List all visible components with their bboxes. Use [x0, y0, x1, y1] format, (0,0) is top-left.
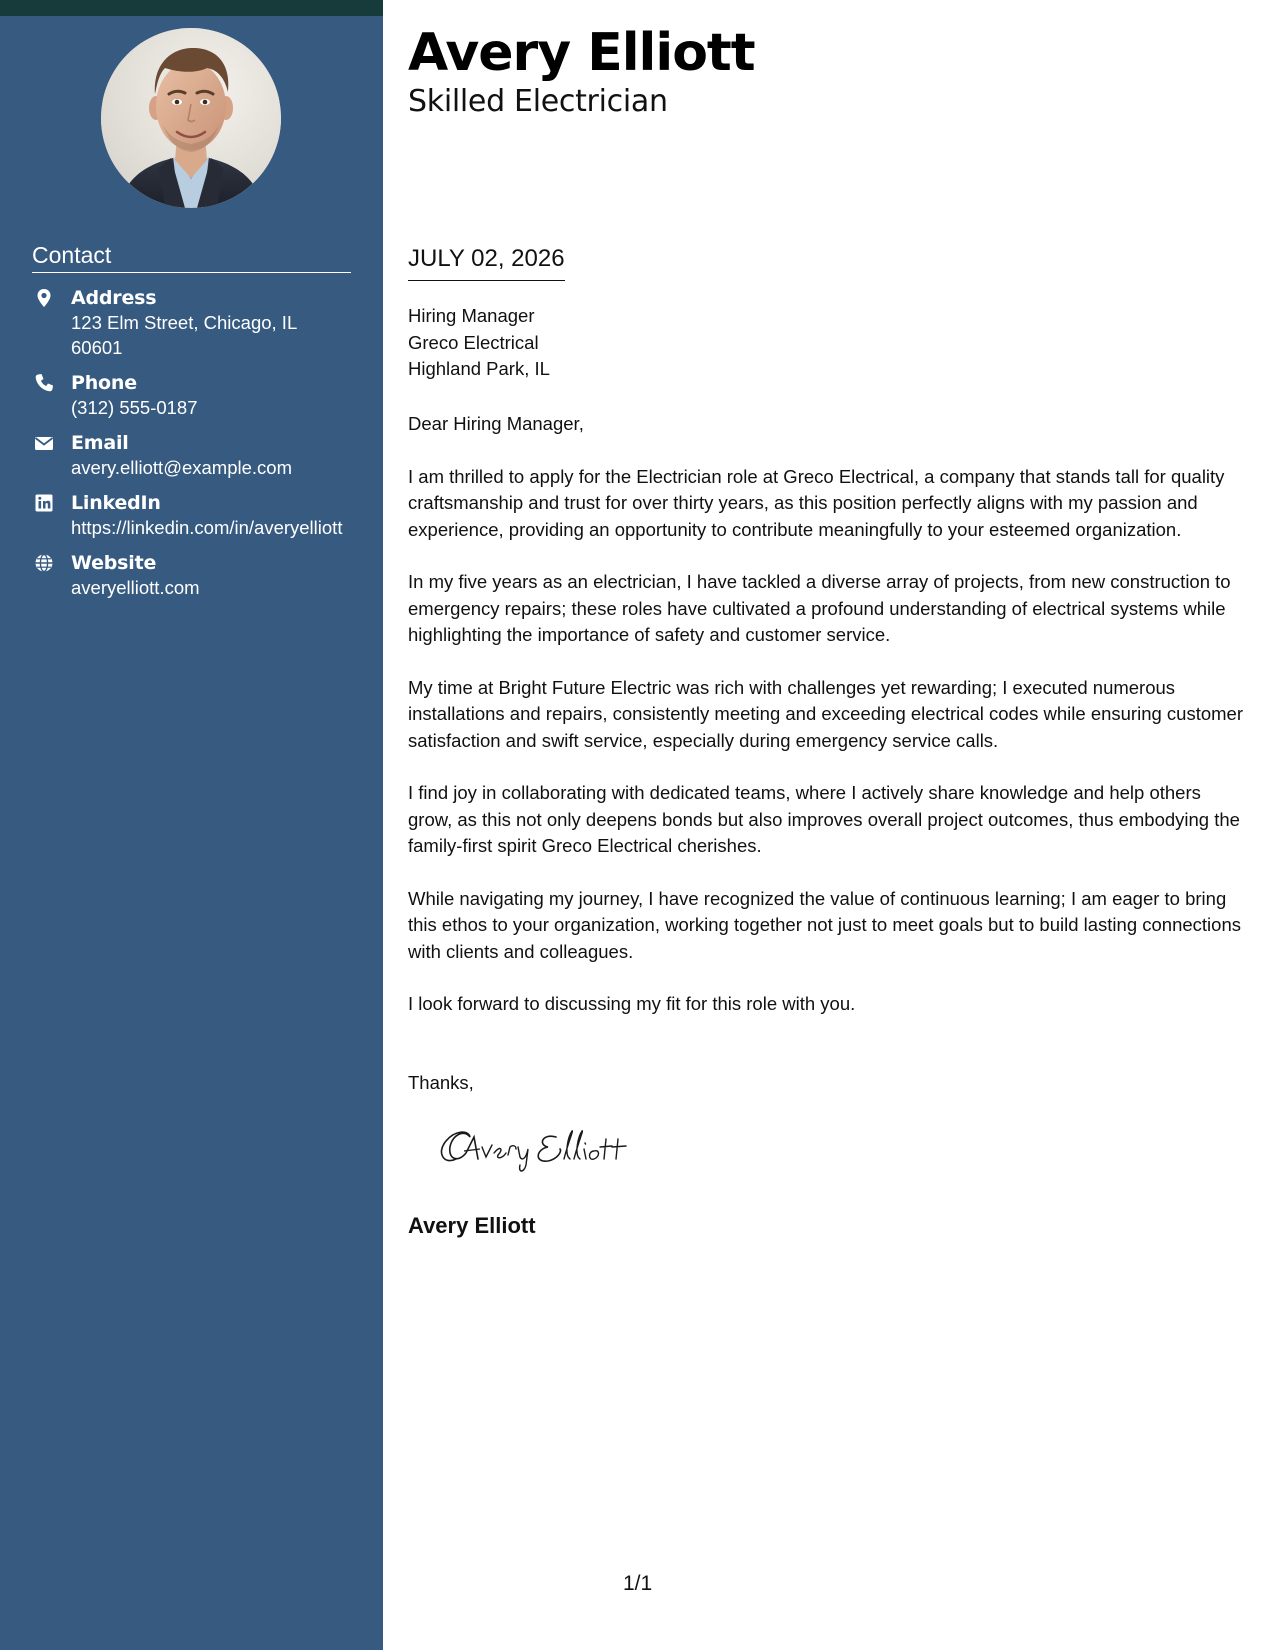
profile-photo-illustration [101, 28, 281, 208]
sidebar-top-bar [0, 0, 383, 16]
salutation: Dear Hiring Manager, [408, 413, 584, 434]
letter-paragraph: My time at Bright Future Electric was rich with challenges yet rewarding; I executed numerous installations and repairs, consistently meeting and exceeding electrical codes while ensuring customer satisfaction and swift service, especially during emergency service calls. [408, 676, 1244, 751]
profile-photo [101, 28, 281, 208]
email-icon [34, 433, 54, 453]
letter-paragraph: I look forward to discussing my fit for this role with you. [408, 993, 856, 1014]
recipient-line: Greco Electrical [408, 331, 539, 353]
contact-heading: Contact [32, 242, 351, 273]
globe-icon [34, 553, 54, 573]
contact-phone [32, 371, 352, 420]
sidebar [0, 0, 383, 1650]
map-pin-icon [34, 288, 54, 308]
recipient-line: Highland Park, IL [408, 358, 550, 379]
signature-image [434, 1115, 654, 1175]
recipient-block [408, 303, 550, 383]
letter-paragraph: I am thrilled to apply for the Electrician role at Greco Electrical, a company that stands tall for quality craftsmanship and trust for over thirty years, as this position perfectly aligns with my passion and experience, providing an opportunity to contribute meaningfully to your esteemed organization. [408, 465, 1225, 540]
letter-paragraph: In my five years as an electrician, I have tackled a diverse array of projects, from new construction to emergency repairs; these roles have cultivated a profound understanding of electrical systems while highlighting the importance of safety and customer service. [408, 571, 1231, 645]
contact-email [32, 431, 352, 480]
contact-email-label: Email [71, 432, 129, 454]
letter-paragraph: While navigating my journey, I have recognized the value of continuous learning; I am eager to bring this ethos to your organization, working together not just to meet goals but to build lasting connections with clients and colleagues. [408, 887, 1241, 962]
contact-website-label: Website [71, 552, 157, 574]
page-number: 1/1 [623, 1572, 653, 1595]
contact-phone-value: (312) 555-0187 [71, 397, 198, 418]
recipient-line: Hiring Manager [408, 305, 535, 326]
contact-email-value[interactable]: avery.elliott@example.com [71, 457, 292, 478]
letter-body [408, 411, 1244, 1044]
contact-linkedin-value[interactable]: https://linkedin.com/in/averyelliott [71, 517, 343, 538]
contact-address-label: Address [71, 287, 157, 309]
letter-date: JULY 02, 2026 [408, 244, 565, 281]
applicant-title: Skilled Electrician [408, 84, 668, 119]
phone-icon [34, 373, 54, 393]
contact-linkedin-label: LinkedIn [71, 492, 161, 514]
closing: Thanks, [408, 1072, 474, 1093]
signature-name: Avery Elliott [408, 1213, 536, 1238]
contact-website-value[interactable]: averyelliott.com [71, 577, 200, 598]
contact-address [32, 286, 352, 360]
contact-linkedin [32, 491, 352, 540]
contact-list [32, 286, 352, 611]
letter-paragraph: I find joy in collaborating with dedicated teams, where I actively share knowledge and help others grow, as this not only deepens bonds but also improves overall project outcomes, thus embodying the family-first spirit Greco Electrical cherishes. [408, 782, 1240, 856]
applicant-name: Avery Elliott [408, 23, 755, 83]
contact-website [32, 551, 352, 600]
contact-address-value: 123 Elm Street, Chicago, IL 60601 [71, 312, 297, 358]
linkedin-icon [34, 493, 54, 513]
contact-phone-label: Phone [71, 372, 137, 394]
